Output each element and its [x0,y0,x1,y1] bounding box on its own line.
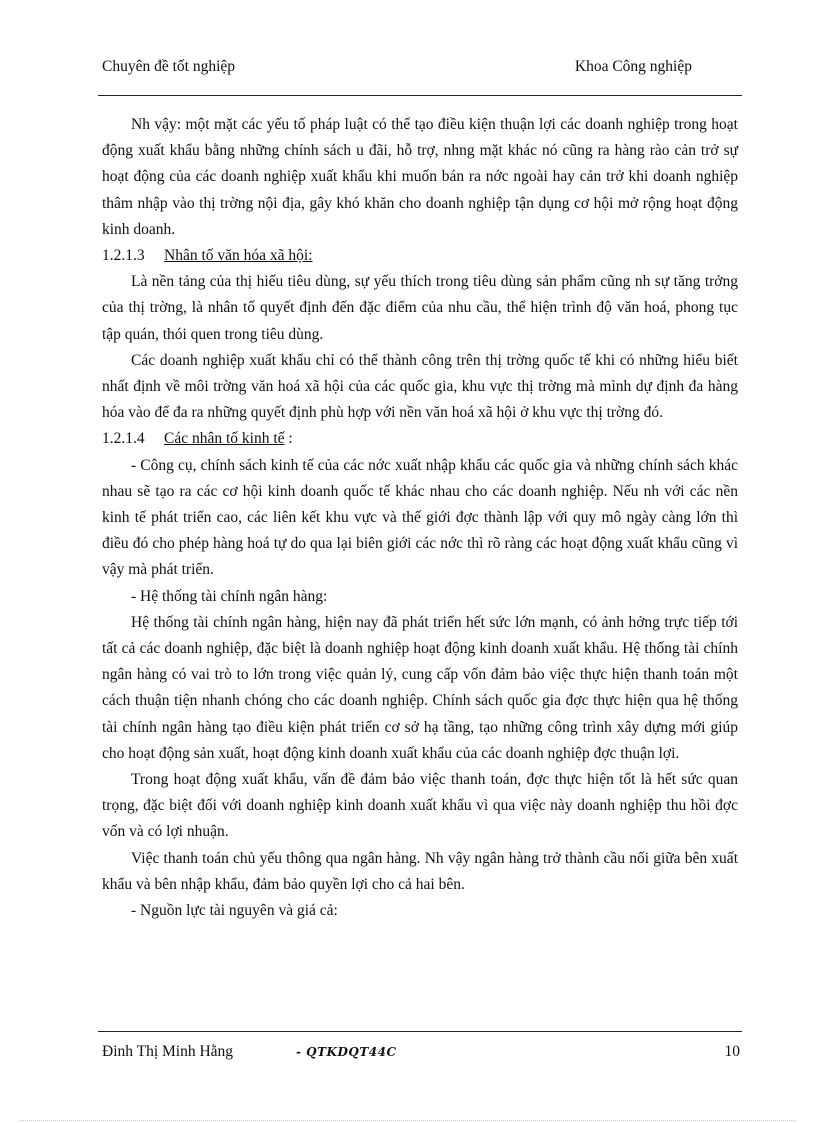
section-heading-economy [102,426,738,452]
paragraph-banking-heading: - Hệ thống tài chính ngân hàng: [131,587,328,605]
section-number: 1.2.1.4 [102,430,145,448]
paragraph-culture-2: Các doanh nghiệp xuất khẩu chỉ có thể thành công trên thị trờng quốc tế khi có những hiểu biết nhất định về môi trờng văn hoá xã hội của các quốc gia, khu vực thị trờng mà mình dự định đa hàng hóa vào để đa ra những quyết định phù hợp với nền văn hoá xã hội ở khu vực thị trờng đó. [102,351,738,422]
paragraph-bank-bridge: Việc thanh toán chủ yếu thông qua ngân hàng. Nh vậy ngân hàng trở thành cầu nối giữa bên xuất khẩu và bên nhập khẩu, đảm bảo quyền lợi cho cả hai bên. [102,849,738,893]
footer-rule [98,1031,742,1032]
header-faculty: Khoa Công nghiệp [574,58,692,75]
footer-author: Đinh Thị Minh Hằng [102,1043,234,1060]
section-title: Các nhân tố kinh tế [164,430,285,448]
section-heading-culture [102,243,738,269]
page-number: 10 [724,1043,740,1060]
section-title: Nhân tố văn hóa xã hội: [164,247,313,265]
page-bottom-border [20,1120,796,1121]
header-rule [98,95,742,96]
page-header [102,58,740,80]
paragraph-economic-policy: - Công cụ, chính sách kinh tế của các nớc xuất nhập khẩu các quốc gia và những chính sách khác nhau sẽ tạo ra các cơ hội kinh doanh quốc tế khác nhau cho các doanh nghiệp. Nếu nh với các nền kinh tế phát triển cao, các liên kết khu vực và thế giới đợc thành lập với quy mô ngày càng lớn thì điều đó cho phép hàng hoá tự do qua lại biên giới các nớc thì rõ ràng các hoạt động xuất khẩu cũng vì vậy mà phát triển. [102,456,738,579]
paragraph-culture-1: Là nền tảng của thị hiếu tiêu dùng, sự yếu thích trong tiêu dùng sản phẩm cũng nh sự tăng trởng của thị trờng, là nhân tố quyết định đến đặc điểm của nhu cầu, thể hiện trình độ văn hoá, phong tục tập quán, thói quen trong tiêu dùng. [102,273,738,343]
paragraph-banking-system: Hệ thống tài chính ngân hàng, hiện nay đã phát triển hết sức lớn mạnh, có ảnh hởng trực tiếp tới tất cả các doanh nghiệp, đặc biệt là doanh nghiệp hoạt động kinh doanh xuất khẩu. Hệ thống tài chính ngân hàng có vai trò to lớn trong việc quản lý, cung cấp vốn đảm bảo việc thực hiện thanh toán một cách thuận tiện nhanh chóng cho các doanh nghiệp. Chính sách quốc gia đợc thực hiện qua hệ thống tài chính ngân hàng tạo điều kiện phát triển cơ sở hạ tầng, tạo những công trình xây dựng mới giúp cho hoạt động sản xuất, hoạt động kinh doanh xuất khẩu của các doanh nghiệp đợc thuận lợi. [102,613,738,762]
footer-class-code: - QTKDQT44C [296,1045,397,1059]
paragraph-payment: Trong hoạt động xuất khẩu, vấn đề đảm bảo việc thanh toán, đợc thực hiện tốt là hết sức quan trọng, đặc biệt đối với doanh nghiệp kinh doanh xuất khẩu vì qua việc này doanh nghiệp thu hồi đợc vốn và có lợi nhuận. [102,771,738,841]
section-title-suffix: : [284,430,293,448]
paragraph-legal-factors: Nh vậy: một mặt các yếu tố pháp luật có thể tạo điều kiện thuận lợi các doanh nghiệp trong hoạt động xuất khẩu bằng những chính sách u đãi, hỗ trợ, nhng mặt khác nó cũng ra hàng rào cản trở sự hoạt động của các doanh nghiệp xuất khẩu khi muốn bán ra nớc ngoài hay cản trở khi doanh nghiệp thâm nhập vào thị trờng nội địa, gây khó khăn cho doanh nghiệp tận dụng cơ hội mở rộng hoạt động kinh doanh. [102,116,738,238]
paragraph-resources-heading: - Nguồn lực tài nguyên và giá cả: [131,902,338,920]
header-document-type: Chuyên đề tốt nghiệp [102,58,236,75]
document-body [102,112,738,924]
section-number: 1.2.1.3 [102,247,145,265]
